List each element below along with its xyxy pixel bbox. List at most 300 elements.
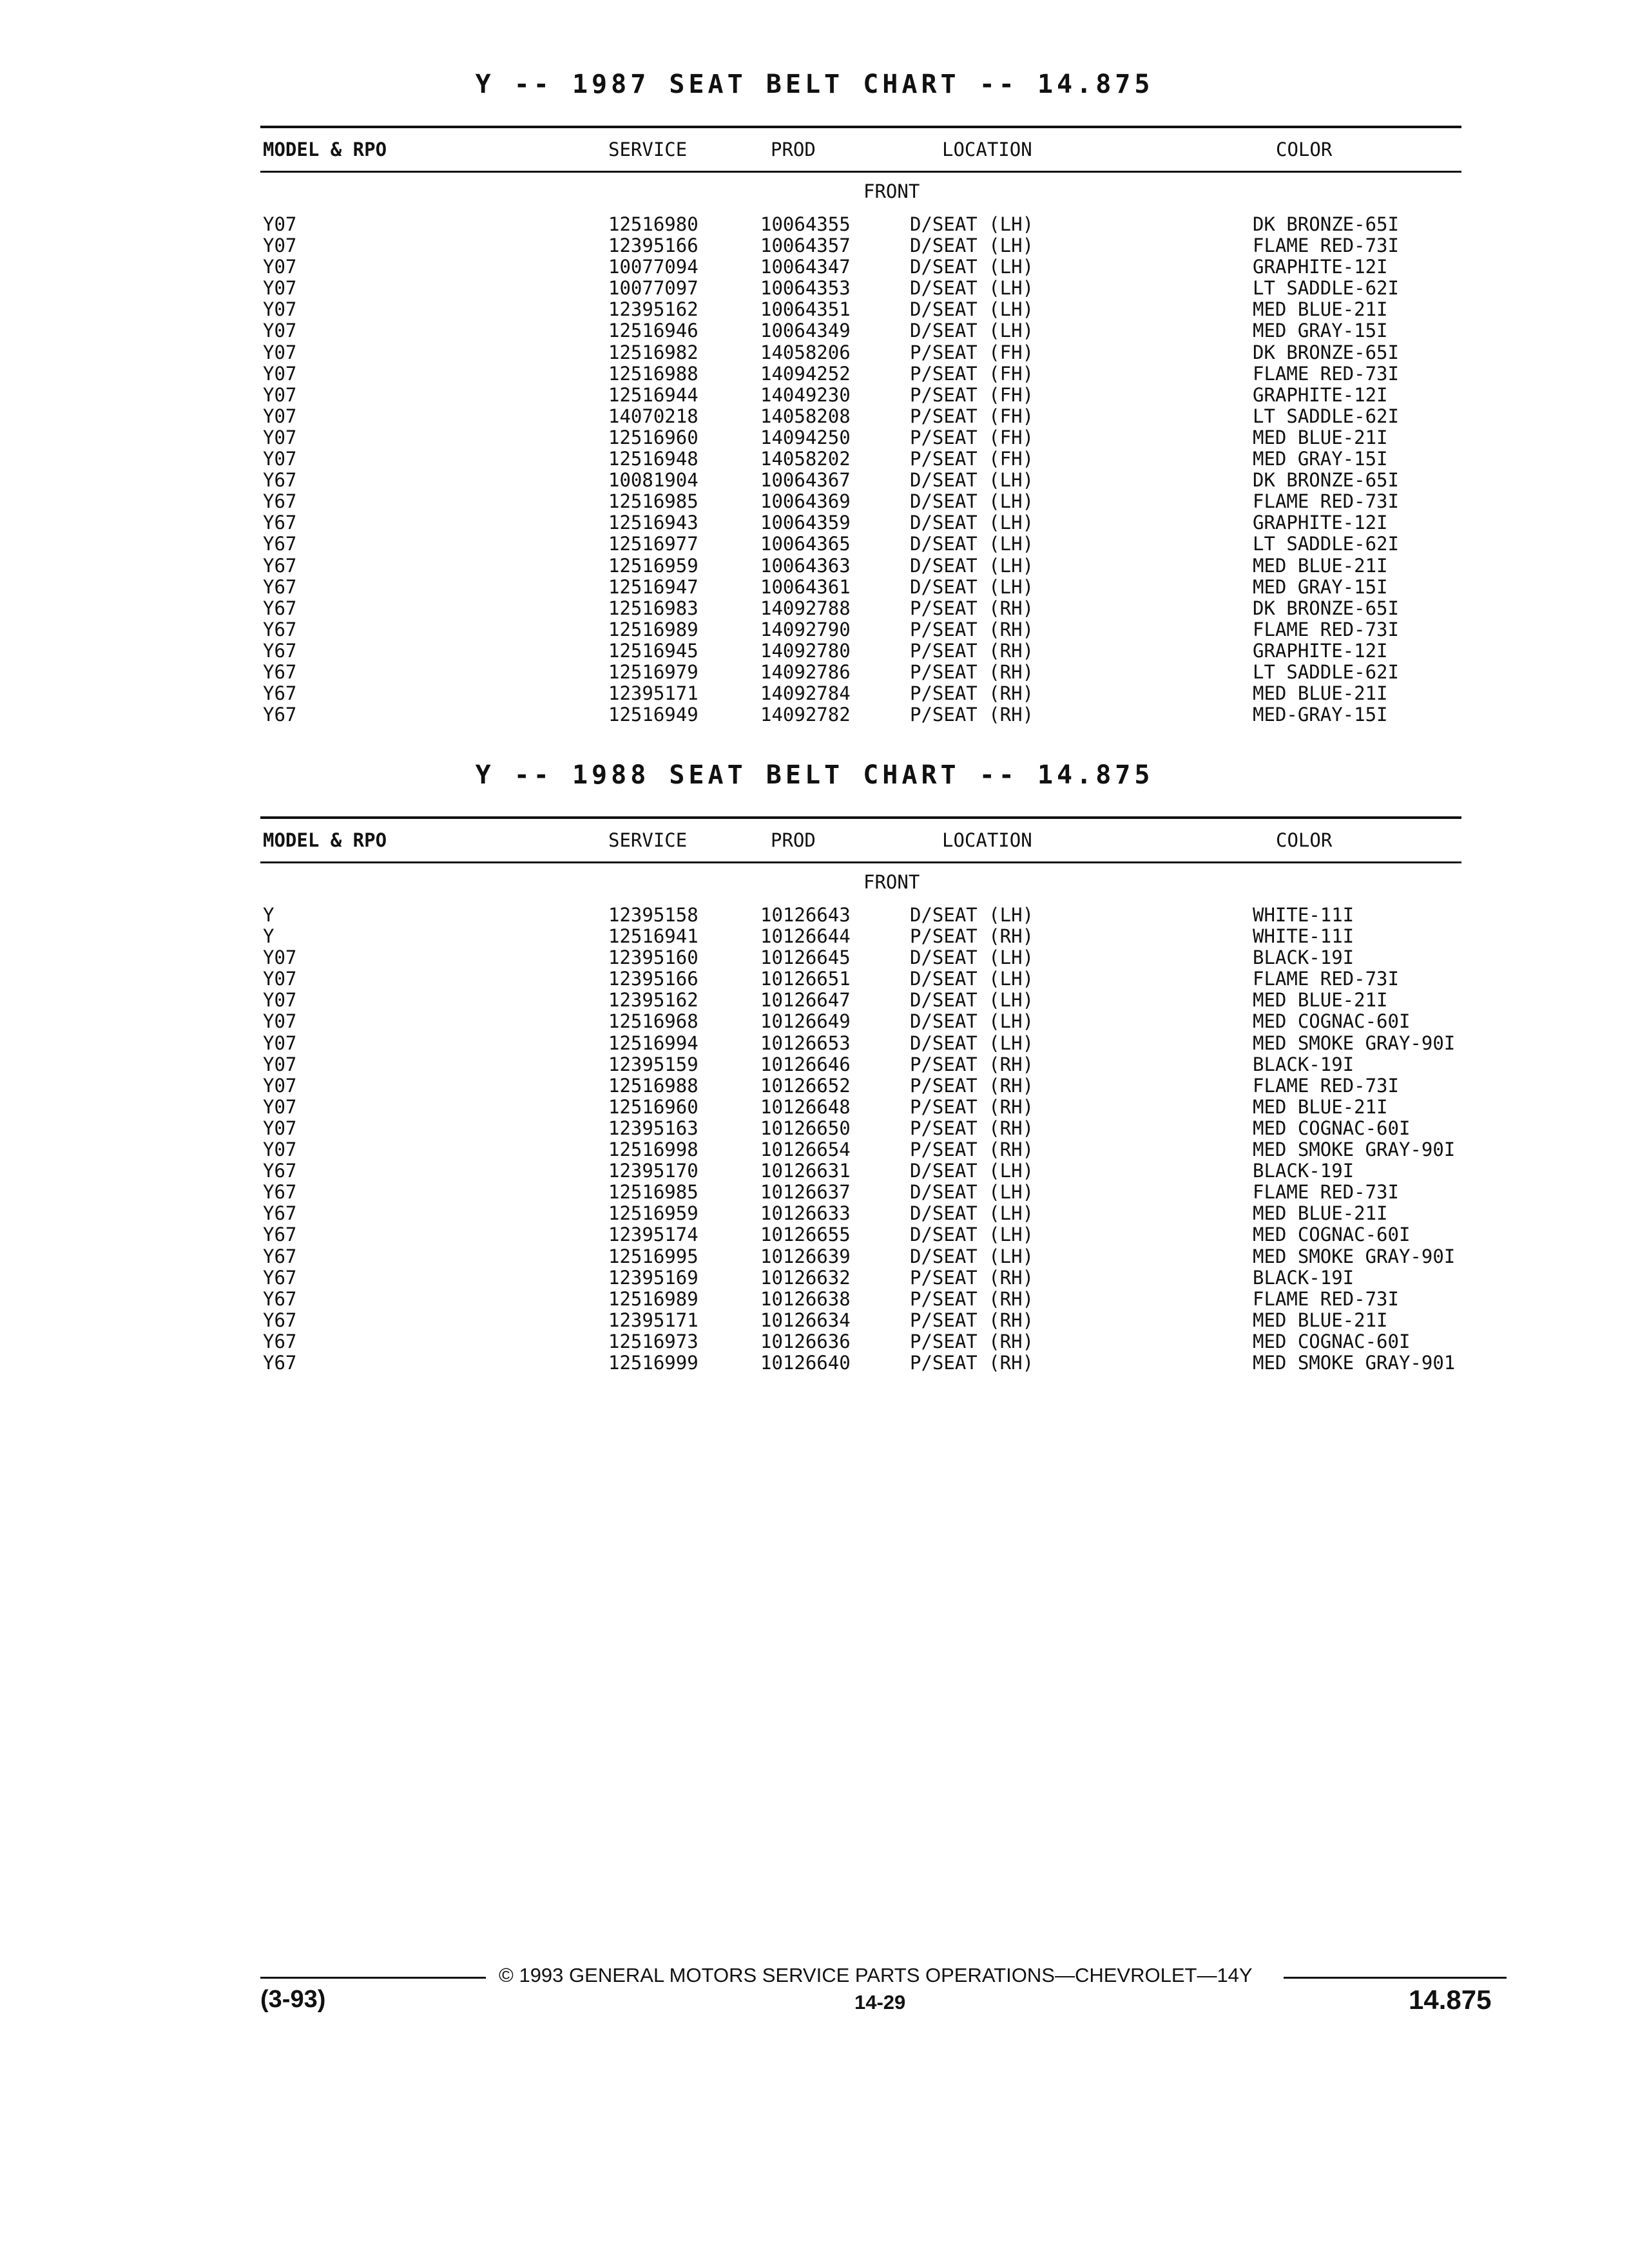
cell-location: D/SEAT (LH) [910, 1181, 1034, 1204]
cell-service: 12516949 [608, 704, 699, 726]
cell-model: Y07 [263, 235, 297, 257]
cell-color: GRAPHITE-12I [1253, 256, 1388, 278]
cell-model: Y67 [263, 575, 297, 598]
footer-date-code: (3-93) [260, 1986, 326, 2013]
cell-location: P/SEAT (RH) [910, 618, 1034, 640]
cell-location: P/SEAT (RH) [910, 1053, 1034, 1075]
cell-service: 12395171 [608, 682, 699, 705]
table-row [260, 577, 1461, 598]
cell-color: MED BLUE-21I [1253, 554, 1388, 577]
cell-color: MED BLUE-21I [1253, 1095, 1388, 1118]
cell-prod: 10126633 [760, 1202, 851, 1225]
table-row [260, 1160, 1461, 1182]
cell-color: LT SADDLE-62I [1253, 277, 1399, 300]
cell-service: 12516947 [608, 575, 699, 598]
cell-model: Y67 [263, 1287, 297, 1310]
cell-prod: 10064365 [760, 533, 851, 555]
cell-location: P/SEAT (FH) [910, 383, 1034, 406]
cell-prod: 10126644 [760, 925, 851, 948]
cell-color: FLAME RED-73I [1253, 1287, 1399, 1310]
cell-service: 12395162 [608, 989, 699, 1012]
cell-prod: 10064363 [760, 554, 851, 577]
cell-location: D/SEAT (LH) [910, 575, 1034, 598]
cell-prod: 10126636 [760, 1330, 851, 1352]
cell-service: 12516995 [608, 1245, 699, 1267]
cell-model: Y67 [263, 1245, 297, 1267]
cell-service: 12516989 [608, 1287, 699, 1310]
cell-service: 12516989 [608, 618, 699, 640]
table-row [260, 1203, 1461, 1224]
cell-color: BLACK-19I [1253, 1266, 1354, 1289]
table-row [260, 1352, 1461, 1374]
col-header-model: MODEL & RPO [263, 829, 387, 851]
cell-service: 12395166 [608, 235, 699, 257]
cell-color: BLACK-19I [1253, 947, 1354, 969]
cell-service: 12516985 [608, 490, 699, 513]
cell-service: 12516968 [608, 1010, 699, 1033]
cell-service: 12516985 [608, 1181, 699, 1204]
column-header-row [260, 819, 1461, 861]
cell-prod: 10064357 [760, 235, 851, 257]
cell-prod: 10126655 [760, 1224, 851, 1246]
col-header-location: LOCATION [942, 829, 1032, 851]
table-row [260, 278, 1461, 299]
cell-model: Y67 [263, 639, 297, 662]
col-header-color: COLOR [1276, 139, 1333, 160]
cell-model: Y67 [263, 618, 297, 640]
cell-location: D/SEAT (LH) [910, 968, 1034, 990]
cell-prod: 14092788 [760, 597, 851, 619]
col-header-prod: PROD [771, 829, 816, 851]
cell-prod: 10064351 [760, 298, 851, 321]
table-row [260, 448, 1461, 470]
chart-1988-table [260, 816, 1461, 1374]
cell-color: GRAPHITE-12I [1253, 512, 1388, 534]
cell-location: P/SEAT (RH) [910, 682, 1034, 705]
cell-prod: 10126649 [760, 1010, 851, 1033]
table-row [260, 662, 1461, 683]
cell-location: D/SEAT (LH) [910, 533, 1034, 555]
cell-model: Y67 [263, 512, 297, 534]
cell-service: 10081904 [608, 469, 699, 492]
cell-prod: 10064353 [760, 277, 851, 300]
table-row [260, 363, 1461, 385]
cell-service: 12516977 [608, 533, 699, 555]
cell-model: Y67 [263, 1309, 297, 1331]
cell-color: MED BLUE-21I [1253, 1202, 1388, 1225]
cell-location: D/SEAT (LH) [910, 512, 1034, 534]
table-row [260, 1224, 1461, 1245]
cell-prod: 14049230 [760, 383, 851, 406]
footer-section-number: 14.875 [1409, 1984, 1492, 2015]
cell-location: D/SEAT (LH) [910, 213, 1034, 235]
cell-model: Y [263, 925, 275, 948]
cell-model: Y07 [263, 448, 297, 470]
cell-color: MED GRAY-15I [1253, 320, 1388, 342]
cell-prod: 10064349 [760, 320, 851, 342]
cell-service: 12516988 [608, 362, 699, 385]
cell-location: P/SEAT (RH) [910, 597, 1034, 619]
cell-location: P/SEAT (RH) [910, 1139, 1034, 1161]
cell-location: D/SEAT (LH) [910, 490, 1034, 513]
footer-rule-left [260, 1977, 486, 1979]
cell-model: Y07 [263, 1117, 297, 1139]
cell-prod: 10126632 [760, 1266, 851, 1289]
cell-model: Y67 [263, 490, 297, 513]
cell-service: 12395163 [608, 1117, 699, 1139]
cell-color: LT SADDLE-62I [1253, 533, 1399, 555]
cell-location: D/SEAT (LH) [910, 947, 1034, 969]
cell-model: Y67 [263, 597, 297, 619]
cell-location: D/SEAT (LH) [910, 904, 1034, 926]
cell-model: Y67 [263, 554, 297, 577]
cell-prod: 14058206 [760, 341, 851, 363]
cell-color: FLAME RED-73I [1253, 1181, 1399, 1204]
cell-color: MED BLUE-21I [1253, 989, 1388, 1012]
table-row [260, 1033, 1461, 1054]
cell-prod: 10064359 [760, 512, 851, 534]
col-header-prod: PROD [771, 139, 816, 160]
cell-prod: 14092782 [760, 704, 851, 726]
cell-service: 12395169 [608, 1266, 699, 1289]
table-row [260, 1310, 1461, 1331]
table-row [260, 491, 1461, 512]
cell-model: Y07 [263, 1074, 297, 1097]
cell-color: FLAME RED-73I [1253, 968, 1399, 990]
cell-service: 12516959 [608, 554, 699, 577]
cell-color: DK BRONZE-65I [1253, 469, 1399, 492]
cell-service: 12516945 [608, 639, 699, 662]
footer-copyright: © 1993 GENERAL MOTORS SERVICE PARTS OPERATIONS—CHEVROLET—14Y [499, 1964, 1253, 1986]
cell-location: P/SEAT (RH) [910, 1266, 1034, 1289]
cell-model: Y67 [263, 469, 297, 492]
table-row [260, 256, 1461, 278]
cell-prod: 10126638 [760, 1287, 851, 1310]
table-row [260, 947, 1461, 968]
cell-color: FLAME RED-73I [1253, 618, 1399, 640]
cell-location: P/SEAT (RH) [910, 1287, 1034, 1310]
cell-service: 12516948 [608, 448, 699, 470]
cell-model: Y07 [263, 362, 297, 385]
cell-model: Y [263, 904, 275, 926]
table-row [260, 1246, 1461, 1267]
table-row [260, 320, 1461, 341]
cell-service: 12516994 [608, 1032, 699, 1054]
table-row [260, 1097, 1461, 1118]
cell-model: Y07 [263, 213, 297, 235]
cell-model: Y67 [263, 1202, 297, 1225]
cell-service: 14070218 [608, 405, 699, 427]
cell-color: MED COGNAC-60I [1253, 1330, 1411, 1352]
cell-model: Y67 [263, 1330, 297, 1352]
table-row [260, 427, 1461, 448]
cell-location: D/SEAT (LH) [910, 469, 1034, 492]
cell-color: FLAME RED-73I [1253, 235, 1399, 257]
table-row [260, 533, 1461, 555]
cell-color: DK BRONZE-65I [1253, 341, 1399, 363]
cell-location: P/SEAT (RH) [910, 639, 1034, 662]
cell-color: MED-GRAY-15I [1253, 704, 1388, 726]
cell-color: WHITE-11I [1253, 904, 1354, 926]
cell-color: LT SADDLE-62I [1253, 405, 1399, 427]
cell-prod: 10064367 [760, 469, 851, 492]
cell-location: D/SEAT (LH) [910, 1224, 1034, 1246]
table-row [260, 406, 1461, 427]
cell-prod: 10126643 [760, 904, 851, 926]
cell-model: Y07 [263, 1032, 297, 1054]
cell-service: 12516943 [608, 512, 699, 534]
cell-location: P/SEAT (RH) [910, 1330, 1034, 1352]
chart-1987-rows [260, 214, 1461, 726]
chart-1988-title: Y -- 1988 SEAT BELT CHART -- 14.875 [475, 760, 1154, 790]
table-row [260, 926, 1461, 947]
table-row [260, 1289, 1461, 1310]
cell-model: Y67 [263, 1160, 297, 1182]
cell-prod: 10126634 [760, 1309, 851, 1331]
col-header-model: MODEL & RPO [263, 139, 387, 160]
table-row [260, 1118, 1461, 1139]
footer-page-number: 14-29 [854, 1991, 906, 2013]
col-header-location: LOCATION [942, 139, 1032, 160]
cell-location: P/SEAT (FH) [910, 426, 1034, 448]
cell-location: P/SEAT (FH) [910, 405, 1034, 427]
table-row [260, 214, 1461, 235]
cell-location: P/SEAT (RH) [910, 925, 1034, 948]
table-row [260, 1182, 1461, 1203]
table-row [260, 235, 1461, 256]
cell-color: MED COGNAC-60I [1253, 1224, 1411, 1246]
cell-location: P/SEAT (FH) [910, 341, 1034, 363]
cell-service: 12516944 [608, 383, 699, 406]
cell-location: P/SEAT (RH) [910, 1117, 1034, 1139]
cell-service: 12516960 [608, 426, 699, 448]
cell-model: Y07 [263, 298, 297, 321]
cell-color: BLACK-19I [1253, 1160, 1354, 1182]
cell-prod: 10126637 [760, 1181, 851, 1204]
col-header-service: SERVICE [608, 139, 688, 160]
chart-1987-table [260, 126, 1461, 726]
cell-prod: 10126639 [760, 1245, 851, 1267]
cell-model: Y07 [263, 1139, 297, 1161]
cell-location: D/SEAT (LH) [910, 1032, 1034, 1054]
cell-color: FLAME RED-73I [1253, 490, 1399, 513]
cell-location: D/SEAT (LH) [910, 554, 1034, 577]
cell-prod: 10126647 [760, 989, 851, 1012]
cell-service: 12395171 [608, 1309, 699, 1331]
table-row [260, 640, 1461, 662]
cell-model: Y07 [263, 277, 297, 300]
table-row [260, 905, 1461, 926]
cell-model: Y07 [263, 947, 297, 969]
cell-service: 12516983 [608, 597, 699, 619]
cell-location: D/SEAT (LH) [910, 235, 1034, 257]
cell-model: Y07 [263, 341, 297, 363]
cell-model: Y67 [263, 660, 297, 683]
table-row [260, 619, 1461, 640]
table-row [260, 1139, 1461, 1160]
cell-location: P/SEAT (RH) [910, 660, 1034, 683]
cell-location: P/SEAT (RH) [910, 704, 1034, 726]
cell-color: MED SMOKE GRAY-90I [1253, 1032, 1456, 1054]
cell-service: 12516982 [608, 341, 699, 363]
cell-model: Y07 [263, 1095, 297, 1118]
cell-service: 12395174 [608, 1224, 699, 1246]
cell-service: 10077094 [608, 256, 699, 278]
cell-location: P/SEAT (FH) [910, 448, 1034, 470]
cell-color: MED GRAY-15I [1253, 448, 1388, 470]
cell-location: P/SEAT (FH) [910, 362, 1034, 385]
cell-color: BLACK-19I [1253, 1053, 1354, 1075]
cell-model: Y67 [263, 682, 297, 705]
cell-model: Y07 [263, 1053, 297, 1075]
cell-color: LT SADDLE-62I [1253, 660, 1399, 683]
cell-prod: 14092786 [760, 660, 851, 683]
table-row [260, 598, 1461, 619]
cell-model: Y07 [263, 383, 297, 406]
cell-prod: 10126648 [760, 1095, 851, 1118]
cell-service: 10077097 [608, 277, 699, 300]
cell-location: P/SEAT (RH) [910, 1095, 1034, 1118]
cell-prod: 10126640 [760, 1351, 851, 1374]
cell-service: 12395166 [608, 968, 699, 990]
cell-prod: 10126650 [760, 1117, 851, 1139]
cell-prod: 10126651 [760, 968, 851, 990]
cell-service: 12395160 [608, 947, 699, 969]
cell-color: MED COGNAC-60I [1253, 1117, 1411, 1139]
cell-location: D/SEAT (LH) [910, 277, 1034, 300]
cell-prod: 10064361 [760, 575, 851, 598]
cell-prod: 10126631 [760, 1160, 851, 1182]
cell-model: Y07 [263, 968, 297, 990]
cell-prod: 10064347 [760, 256, 851, 278]
cell-color: GRAPHITE-12I [1253, 639, 1388, 662]
cell-color: WHITE-11I [1253, 925, 1354, 948]
cell-service: 12516999 [608, 1351, 699, 1374]
section-label-front: FRONT [863, 871, 920, 893]
table-row [260, 470, 1461, 491]
cell-location: D/SEAT (LH) [910, 989, 1034, 1012]
cell-color: MED BLUE-21I [1253, 682, 1388, 705]
section-label-front: FRONT [863, 180, 920, 202]
col-header-color: COLOR [1276, 829, 1333, 851]
table-row [260, 299, 1461, 320]
cell-prod: 14092784 [760, 682, 851, 705]
cell-service: 12516979 [608, 660, 699, 683]
cell-prod: 14058208 [760, 405, 851, 427]
table-row [260, 342, 1461, 363]
cell-model: Y07 [263, 320, 297, 342]
table-row [260, 1054, 1461, 1075]
cell-prod: 10126645 [760, 947, 851, 969]
cell-color: MED BLUE-21I [1253, 298, 1388, 321]
cell-prod: 14092780 [760, 639, 851, 662]
table-row [260, 512, 1461, 533]
cell-location: D/SEAT (LH) [910, 1245, 1034, 1267]
table-row [260, 1011, 1461, 1032]
table-row [260, 1075, 1461, 1097]
cell-model: Y07 [263, 1010, 297, 1033]
cell-prod: 10126653 [760, 1032, 851, 1054]
cell-color: MED BLUE-21I [1253, 426, 1388, 448]
cell-color: MED SMOKE GRAY-901 [1253, 1351, 1456, 1374]
table-row [260, 683, 1461, 704]
col-header-service: SERVICE [608, 829, 688, 851]
cell-color: DK BRONZE-65I [1253, 213, 1399, 235]
cell-service: 12516960 [608, 1095, 699, 1118]
cell-location: D/SEAT (LH) [910, 256, 1034, 278]
cell-prod: 14058202 [760, 448, 851, 470]
cell-location: P/SEAT (RH) [910, 1074, 1034, 1097]
cell-prod: 14094252 [760, 362, 851, 385]
table-row [260, 385, 1461, 406]
cell-service: 12516980 [608, 213, 699, 235]
cell-prod: 10064355 [760, 213, 851, 235]
cell-location: D/SEAT (LH) [910, 320, 1034, 342]
cell-prod: 14094250 [760, 426, 851, 448]
footer-rule-right [1284, 1977, 1507, 1979]
cell-model: Y07 [263, 989, 297, 1012]
cell-prod: 10126646 [760, 1053, 851, 1075]
cell-color: FLAME RED-73I [1253, 1074, 1399, 1097]
cell-model: Y67 [263, 704, 297, 726]
cell-model: Y67 [263, 1224, 297, 1246]
table-row [260, 1267, 1461, 1289]
cell-model: Y07 [263, 256, 297, 278]
cell-prod: 10126652 [760, 1074, 851, 1097]
cell-model: Y67 [263, 1351, 297, 1374]
cell-model: Y07 [263, 426, 297, 448]
table-row [260, 990, 1461, 1011]
cell-location: P/SEAT (RH) [910, 1309, 1034, 1331]
cell-color: MED BLUE-21I [1253, 1309, 1388, 1331]
cell-service: 12395170 [608, 1160, 699, 1182]
cell-service: 12516988 [608, 1074, 699, 1097]
chart-1988-rows [260, 905, 1461, 1374]
cell-prod: 10064369 [760, 490, 851, 513]
cell-color: MED SMOKE GRAY-90I [1253, 1139, 1456, 1161]
cell-color: GRAPHITE-12I [1253, 383, 1388, 406]
cell-service: 12516941 [608, 925, 699, 948]
cell-model: Y67 [263, 533, 297, 555]
cell-location: D/SEAT (LH) [910, 1202, 1034, 1225]
cell-location: D/SEAT (LH) [910, 1010, 1034, 1033]
chart-1987-title: Y -- 1987 SEAT BELT CHART -- 14.875 [475, 70, 1154, 99]
table-row [260, 555, 1461, 577]
cell-prod: 10126654 [760, 1139, 851, 1161]
cell-service: 12516959 [608, 1202, 699, 1225]
cell-location: D/SEAT (LH) [910, 1160, 1034, 1182]
cell-color: MED GRAY-15I [1253, 575, 1388, 598]
table-row [260, 1331, 1461, 1352]
cell-color: DK BRONZE-65I [1253, 597, 1399, 619]
cell-model: Y67 [263, 1266, 297, 1289]
cell-location: P/SEAT (RH) [910, 1351, 1034, 1374]
table-row [260, 704, 1461, 726]
cell-color: MED SMOKE GRAY-90I [1253, 1245, 1456, 1267]
cell-location: D/SEAT (LH) [910, 298, 1034, 321]
cell-model: Y07 [263, 405, 297, 427]
cell-service: 12516998 [608, 1139, 699, 1161]
cell-color: MED COGNAC-60I [1253, 1010, 1411, 1033]
cell-prod: 14092790 [760, 618, 851, 640]
cell-service: 12516946 [608, 320, 699, 342]
column-header-row [260, 128, 1461, 171]
cell-service: 12395158 [608, 904, 699, 926]
cell-service: 12395159 [608, 1053, 699, 1075]
cell-service: 12516973 [608, 1330, 699, 1352]
cell-color: FLAME RED-73I [1253, 362, 1399, 385]
cell-model: Y67 [263, 1181, 297, 1204]
